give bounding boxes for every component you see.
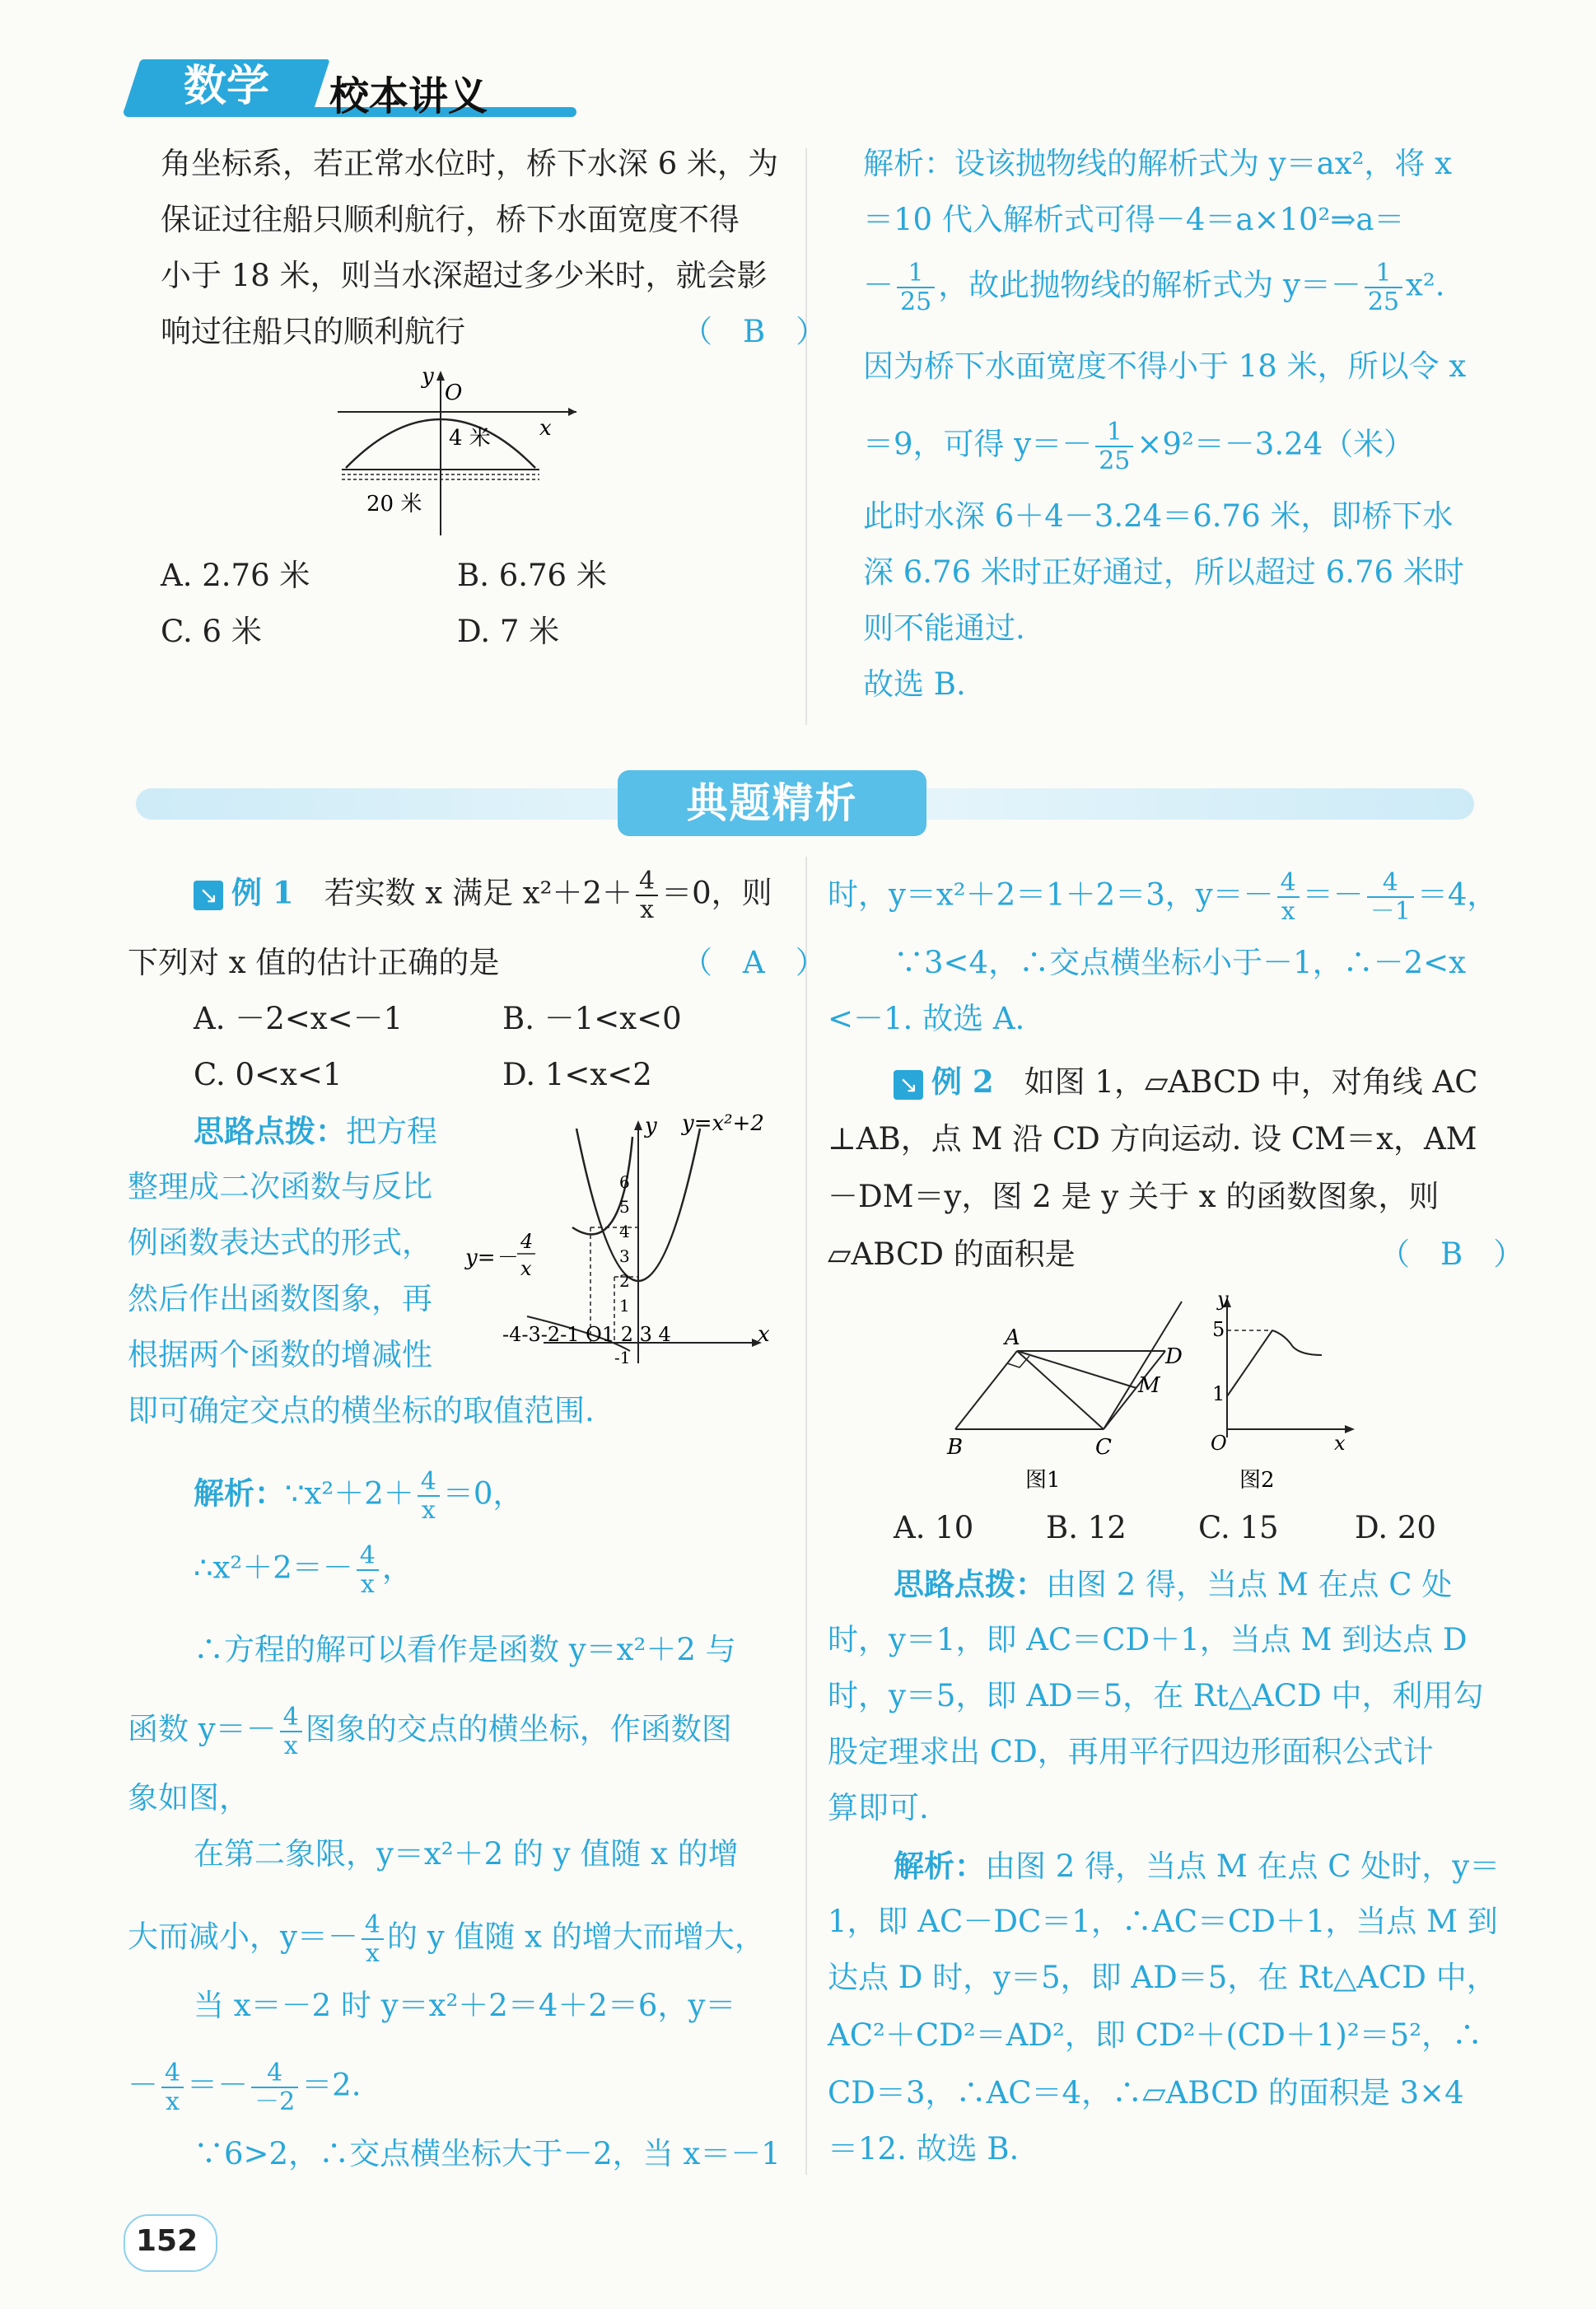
ex2-sol-line-2: 1，即 AC－DC＝1，∴AC＝CD＋1，当点 M 到	[828, 1904, 1498, 1939]
ex1-graph-x-label: x	[758, 1322, 770, 1347]
ex2-figure-1	[947, 1285, 1211, 1499]
q-line-2: 保证过往船只顺利航行，桥下水面宽度不得	[161, 202, 740, 237]
ex2-figure-2	[1202, 1285, 1367, 1499]
ex2-hint-line-5: 算即可.	[828, 1790, 929, 1825]
sol-line-7: 深 6.76 米时正好通过，所以超过 6.76 米时	[863, 554, 1464, 590]
header-subject-badge	[123, 59, 329, 114]
ex1-ytick-neg1: -1	[614, 1348, 631, 1367]
ex1-function-graph	[465, 1111, 782, 1367]
option-c: C. 6 米	[161, 614, 262, 649]
ex1-option-d: D. 1<x<2	[502, 1057, 652, 1092]
ex2-hint-line-4: 股定理求出 CD，再用平行四边形面积公式计	[828, 1734, 1434, 1769]
ex1-ytick-5: 5	[619, 1197, 630, 1217]
ex1-hint-line-5: 根据两个函数的增减性	[128, 1337, 432, 1372]
fig-width-label: 20 米	[366, 492, 422, 516]
ex1-stem-line-2: 下列对 x 值的估计正确的是	[128, 945, 500, 980]
fig2-label-y: y	[1217, 1288, 1229, 1311]
fig2-caption: 图2	[1239, 1468, 1275, 1493]
ex1-option-b: B. －1<x<0	[502, 1001, 682, 1036]
ex2-hint-line-1: 思路点拨：由图 2 得，当点 M 在点 C 处	[894, 1566, 1453, 1602]
ex1-graph-curve2-num: 4	[520, 1230, 534, 1253]
ex1-ytick-4: 4	[619, 1222, 630, 1241]
ex1-ytick-3: 3	[619, 1246, 630, 1266]
ex1-stem-line-1: ↘ 例 1 若实数 x 满足 x²＋2＋ $\frac{4}{x}$ ＝0，则	[194, 867, 772, 923]
ex1-sol-cont-2: ∵3<4，∴交点横坐标小于－1，∴－2<x	[894, 945, 1467, 980]
ex2-stem-line-2: ⊥AB，点 M 沿 CD 方向运动. 设 CM＝x，AM	[828, 1121, 1477, 1157]
fig1-label-a: A	[1005, 1325, 1020, 1350]
ex2-option-b: B. 12	[1046, 1510, 1127, 1545]
header-subject: 数学	[183, 62, 269, 111]
fig2-label-1: 1	[1212, 1382, 1225, 1405]
ex1-option-a: A. －2<x<－1	[194, 1001, 404, 1036]
option-b: B. 6.76 米	[457, 558, 607, 593]
ex1-hint-line-3: 例函数表达式的形式，	[128, 1225, 432, 1260]
fig-depth-label: 4 米	[449, 426, 491, 451]
ex2-stem-line-4: ▱ABCD 的面积是	[828, 1236, 1076, 1272]
ex1-sol-cont-3: <－1. 故选 A.	[828, 1001, 1025, 1036]
option-a: A. 2.76 米	[161, 558, 310, 593]
ex1-sol-line-4: 函数 y＝－ $\frac{4}{x}$ 图象的交点的横坐标，作函数图	[128, 1703, 732, 1760]
bridge-figure	[329, 362, 593, 544]
fig2-label-o: O	[1211, 1432, 1227, 1455]
ex1-hint-line-4: 然后作出函数图象，再	[128, 1281, 432, 1316]
ex1-sol-cont-1: 时，y＝x²＋2＝1＋2＝3，y＝－ $\frac{4}{x}$ ＝－ $\frac{4}{-1}$ ＝4，	[828, 868, 1498, 926]
sol-line-1: 解析：设该抛物线的解析式为 y＝ax²，将 x	[863, 146, 1453, 181]
ex1-answer: （ A ）	[682, 945, 826, 980]
sol-line-6: 此时水深 6＋4－3.24＝6.76 米，即桥下水	[863, 498, 1454, 534]
q-line-1: 角坐标系，若正常水位时，桥下水深 6 米，为	[161, 146, 779, 181]
ex2-stem-line-3: －DM＝y，图 2 是 y 关于 x 的函数图象，则	[828, 1179, 1440, 1214]
sol-line-8: 则不能通过.	[863, 610, 1025, 646]
page-number: 152	[136, 2224, 198, 2258]
sol-line-2: ＝10 代入解析式可得－4＝a×10²⇒a＝	[863, 202, 1405, 237]
section-title: 典题精析	[618, 770, 926, 836]
ex1-graph-curve2-den: x	[520, 1257, 532, 1280]
ex1-sol-line-9: － $\frac{4}{x}$ ＝－ $\frac{4}{-2}$ ＝2.	[128, 2059, 362, 2116]
fig1-label-d: D	[1165, 1344, 1183, 1369]
ex1-sol-line-6: 在第二象限，y＝x²＋2 的 y 值随 x 的增	[194, 1836, 739, 1872]
fig-x-label: x	[539, 416, 552, 441]
ex2-sol-line-1: 解析：由图 2 得，当点 M 在点 C 处时，y＝	[894, 1848, 1500, 1884]
ex2-option-a: A. 10	[894, 1510, 974, 1545]
ex1-sol-line-3: ∴方程的解可以看作是函数 y＝x²＋2 与	[194, 1632, 736, 1667]
ex2-hint-line-2: 时，y＝1，即 AC＝CD＋1，当点 M 到达点 D	[828, 1622, 1468, 1657]
q-line-4: 响过往船只的顺利航行	[161, 314, 465, 349]
ex1-sol-line-5: 象如图，	[128, 1780, 250, 1816]
fig1-caption: 图1	[1025, 1468, 1061, 1493]
ex1-hint-line-2: 整理成二次函数与反比	[128, 1169, 432, 1204]
ex1-graph-xticks: -4-3-2-1 O1 2 3 4	[502, 1323, 671, 1346]
ex2-sol-line-3: 达点 D 时，y＝5，即 AD＝5，在 Rt△ACD 中，	[828, 1960, 1497, 1995]
ex1-option-c: C. 0<x<1	[194, 1057, 343, 1092]
ex2-stem-line-1: ↘ 例 2 如图 1，▱ABCD 中，对角线 AC	[894, 1064, 1478, 1101]
ex1-ytick-2: 2	[619, 1271, 630, 1291]
ex2-option-c: C. 15	[1198, 1510, 1279, 1545]
ex1-label: 例 1	[231, 874, 294, 911]
ex1-ytick-6: 6	[619, 1172, 630, 1192]
ex2-hint-line-3: 时，y＝5，即 AD＝5，在 Rt△ACD 中，利用勾	[828, 1678, 1484, 1713]
ex1-tag-icon: ↘	[194, 881, 223, 910]
fig2-label-5: 5	[1212, 1318, 1225, 1341]
sol-line-3: － $\frac{1}{25}$ ，故此抛物线的解析式为 y＝－ $\frac{1}{25}$ x².	[863, 259, 1445, 316]
q-answer: （ B ）	[682, 314, 827, 349]
q-line-3: 小于 18 米，则当水深超过多少米时，就会影	[161, 258, 768, 293]
ex1-hint-line-1: 思路点拨：把方程	[194, 1113, 437, 1149]
sol-line-4: 因为桥下水面宽度不得小于 18 米，所以令 x	[863, 348, 1467, 384]
column-divider-bottom	[805, 857, 807, 2175]
ex2-sol-line-6: ＝12. 故选 B.	[828, 2131, 1020, 2166]
ex2-option-d: D. 20	[1355, 1510, 1436, 1545]
fig2-label-x: x	[1334, 1432, 1346, 1455]
ex1-sol-line-2: ∴x²＋2＝－ $\frac{4}{x}$ ，	[194, 1541, 413, 1599]
ex1-sol-line-1: 解析：∵x²＋2＋ $\frac{4}{x}$ ＝0，	[194, 1467, 524, 1525]
fig1-label-c: C	[1095, 1435, 1112, 1460]
sol-line-9: 故选 B.	[863, 666, 966, 702]
ex1-hint-line-6: 即可确定交点的横坐标的取值范围.	[128, 1393, 595, 1428]
column-divider-top	[805, 148, 807, 725]
fig-o-label: O	[445, 381, 463, 405]
header-title: 校本讲义	[329, 73, 488, 119]
ex2-tag-icon: ↘	[894, 1070, 923, 1100]
ex2-answer: （ B ）	[1379, 1236, 1524, 1272]
fig-y-label: y	[422, 364, 434, 389]
option-d: D. 7 米	[457, 614, 560, 649]
ex2-sol-line-4: AC²＋CD²＝AD²，即 CD²＋(CD＋1)²＝5²，∴	[828, 2017, 1483, 2053]
ex2-sol-line-5: CD＝3，∴AC＝4，∴▱ABCD 的面积是 3×4	[828, 2075, 1464, 2110]
ex2-label: 例 2	[931, 1063, 994, 1100]
fig1-label-b: B	[947, 1435, 964, 1460]
ex1-graph-y-label: y	[645, 1114, 657, 1138]
sol-line-5: ＝9，可得 y＝－ $\frac{1}{25}$ ×9²＝－3.24（米）	[863, 418, 1415, 475]
ex1-ytick-1: 1	[619, 1296, 630, 1316]
ex1-sol-line-10: ∵6>2，∴交点横坐标大于－2，当 x＝－1	[194, 2136, 781, 2171]
ex1-graph-curve1-label: y=x²+2	[682, 1111, 764, 1136]
ex1-sol-line-8: 当 x＝－2 时 y＝x²＋2＝4＋2＝6，y＝	[194, 1988, 736, 2023]
ex1-sol-line-7: 大而减小，y＝－ $\frac{4}{x}$ 的 y 值随 x 的增大而增大，	[128, 1910, 765, 1968]
ex1-graph-curve2-label: y=－	[465, 1246, 517, 1270]
fig1-label-m: M	[1138, 1373, 1160, 1398]
